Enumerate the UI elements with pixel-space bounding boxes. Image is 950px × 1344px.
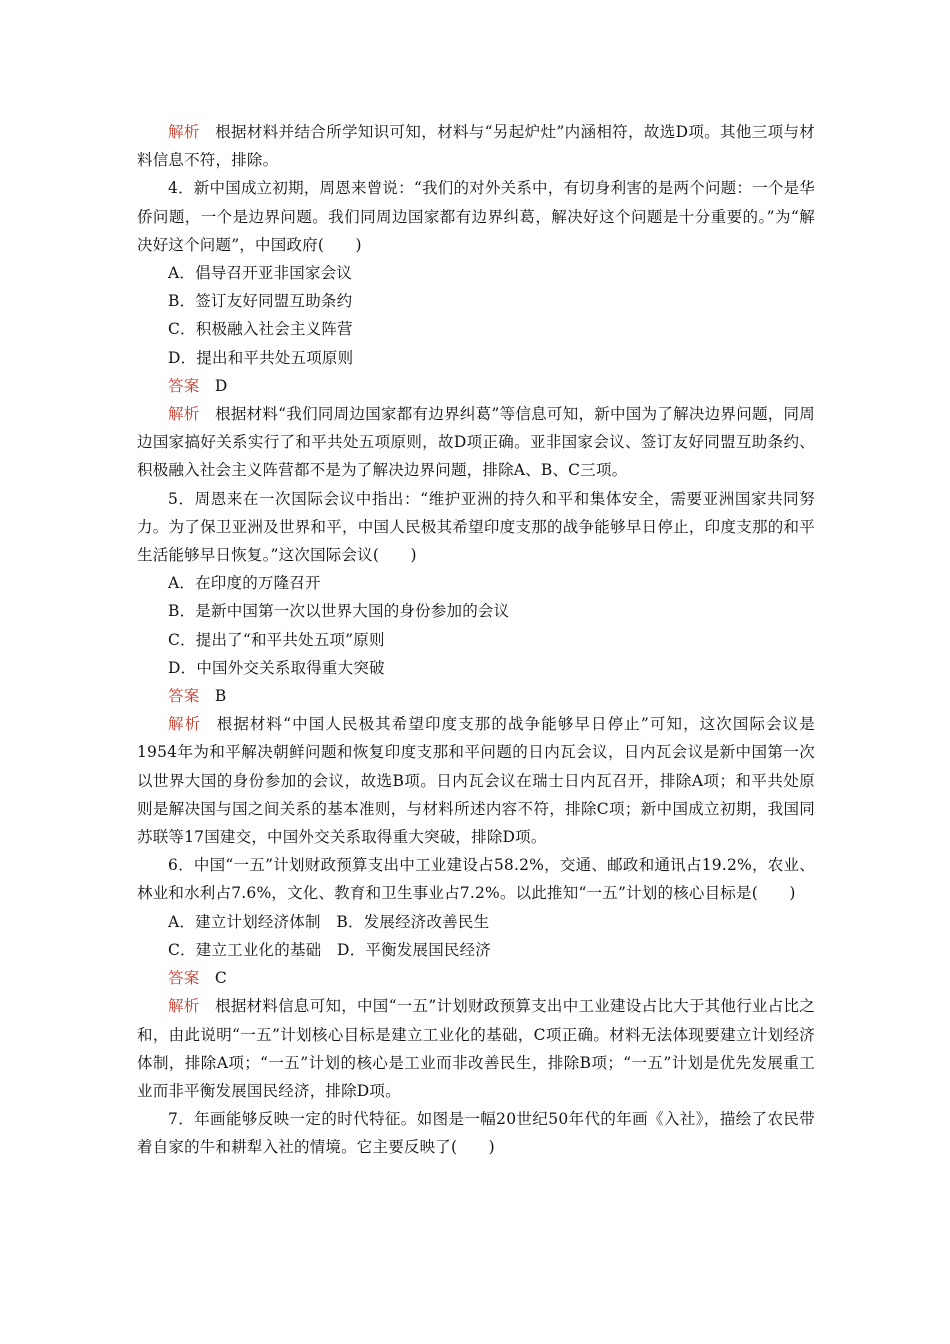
analysis-text: 根据材料“中国人民极其希望印度支那的战争能够早日停止”可知，这次国际会议是1954年为和平解决朝鲜问题和恢复印度支那和平问题的日内瓦会议，日内瓦会议是新中国第一次以世界大国的身份参加的会议，故选B项。日内瓦会议在瑞士日内瓦召开，排除A项；和平共处原则是解决国与国之间关系的基本准则，与材料所述内容不符，排除C项；新中国成立初期，我国同苏联等17国建交，中国外交关系取得重大突破，排除D项。 [137,715,815,847]
answer-label: 答案 [168,969,200,988]
analysis-text: 根据材料信息可知，中国“一五”计划财政预算支出中工业建设占比大于其他行业占比之和，由此说明“一五”计划核心目标是建立工业化的基础，C项正确。材料无法体现要建立计划经济体制，排除A项；“一五”计划的核心是工业而非改善民生，排除B项；“一五”计划是优先发展重工业而非平衡发展国民经济，排除D项。 [137,997,816,1100]
question-4-option-a: A．倡导召开亚非国家会议 [168,264,353,283]
question-4-answer [137,372,815,400]
question-6-options-cd: C．建立工业化的基础 D．平衡发展国民经济 [168,940,491,959]
question-4-option-c: C．积极融入社会主义阵营 [168,320,353,339]
question-5-answer [137,682,815,710]
analysis-paragraph [137,118,815,174]
analysis-label: 解析 [168,715,202,734]
question-6-options-ab: A．建立计划经济体制 B．发展经济改善民生 [168,912,490,931]
question-4-option-d: D．提出和平共处五项原则 [168,348,354,367]
question-4-analysis [137,400,815,485]
answer-value: C [214,969,227,988]
analysis-text: 根据材料并结合所学知识可知，材料与“另起炉灶”内涵相符，故选D项。其他三项与材料信息不符，排除。 [137,123,815,170]
answer-label: 答案 [168,687,200,706]
question-5-stem: 5．周恩来在一次国际会议中指出：“维护亚洲的持久和平和集体安全，需要亚洲国家共同努力。为了保卫亚洲及世界和平，中国人民极其希望印度支那的战争能够早日停止，印度支那的和平生活能够早日恢复。”这次国际会议( ) [137,489,815,565]
question-5-option-b: B．是新中国第一次以世界大国的身份参加的会议 [168,602,510,621]
answer-label: 答案 [168,376,200,395]
document-body [137,118,815,1162]
answer-value: B [214,687,227,706]
question-4-option-b: B．签订友好同盟互助条约 [168,292,353,311]
question-5-option-d: D．中国外交关系取得重大突破 [168,658,385,677]
question-5-analysis [137,710,815,851]
answer-value: D [214,376,228,395]
analysis-label: 解析 [168,405,200,424]
analysis-label: 解析 [168,997,200,1016]
question-5-option-c: C．提出了“和平共处五项”原则 [168,630,385,649]
question-7-stem: 7．年画能够反映一定的时代特征。如图是一幅20世纪50年代的年画《入社》，描绘了农民带着自家的牛和耕犁入社的情境。它主要反映了( ) [137,1110,815,1157]
question-6-answer [137,964,815,992]
question-5-option-a: A．在印度的万隆召开 [168,574,321,593]
question-6-stem: 6．中国“一五”计划财政预算支出中工业建设占58.2%，交通、邮政和通讯占19.2%，农业、林业和水利占7.6%，文化、教育和卫生事业占7.2%。以此推知“一五”计划的核心目标是( ) [137,856,815,903]
question-6-analysis [137,992,815,1105]
analysis-label: 解析 [168,123,200,141]
question-4-stem: 4．新中国成立初期，周恩来曾说：“我们的对外关系中，有切身利害的是两个问题：一个是华侨问题，一个是边界问题。我们同周边国家都有边界纠葛，解决好这个问题是十分重要的。”为“解决好这个问题”，中国政府( ) [137,179,815,254]
analysis-text: 根据材料“我们同周边国家都有边界纠葛”等信息可知，新中国为了解决边界问题，同周边国家搞好关系实行了和平共处五项原则，故D项正确。亚非国家会议、签订友好同盟互助条约、积极融入社会主义阵营都不是为了解决边界问题，排除A、B、C三项。 [137,405,816,480]
